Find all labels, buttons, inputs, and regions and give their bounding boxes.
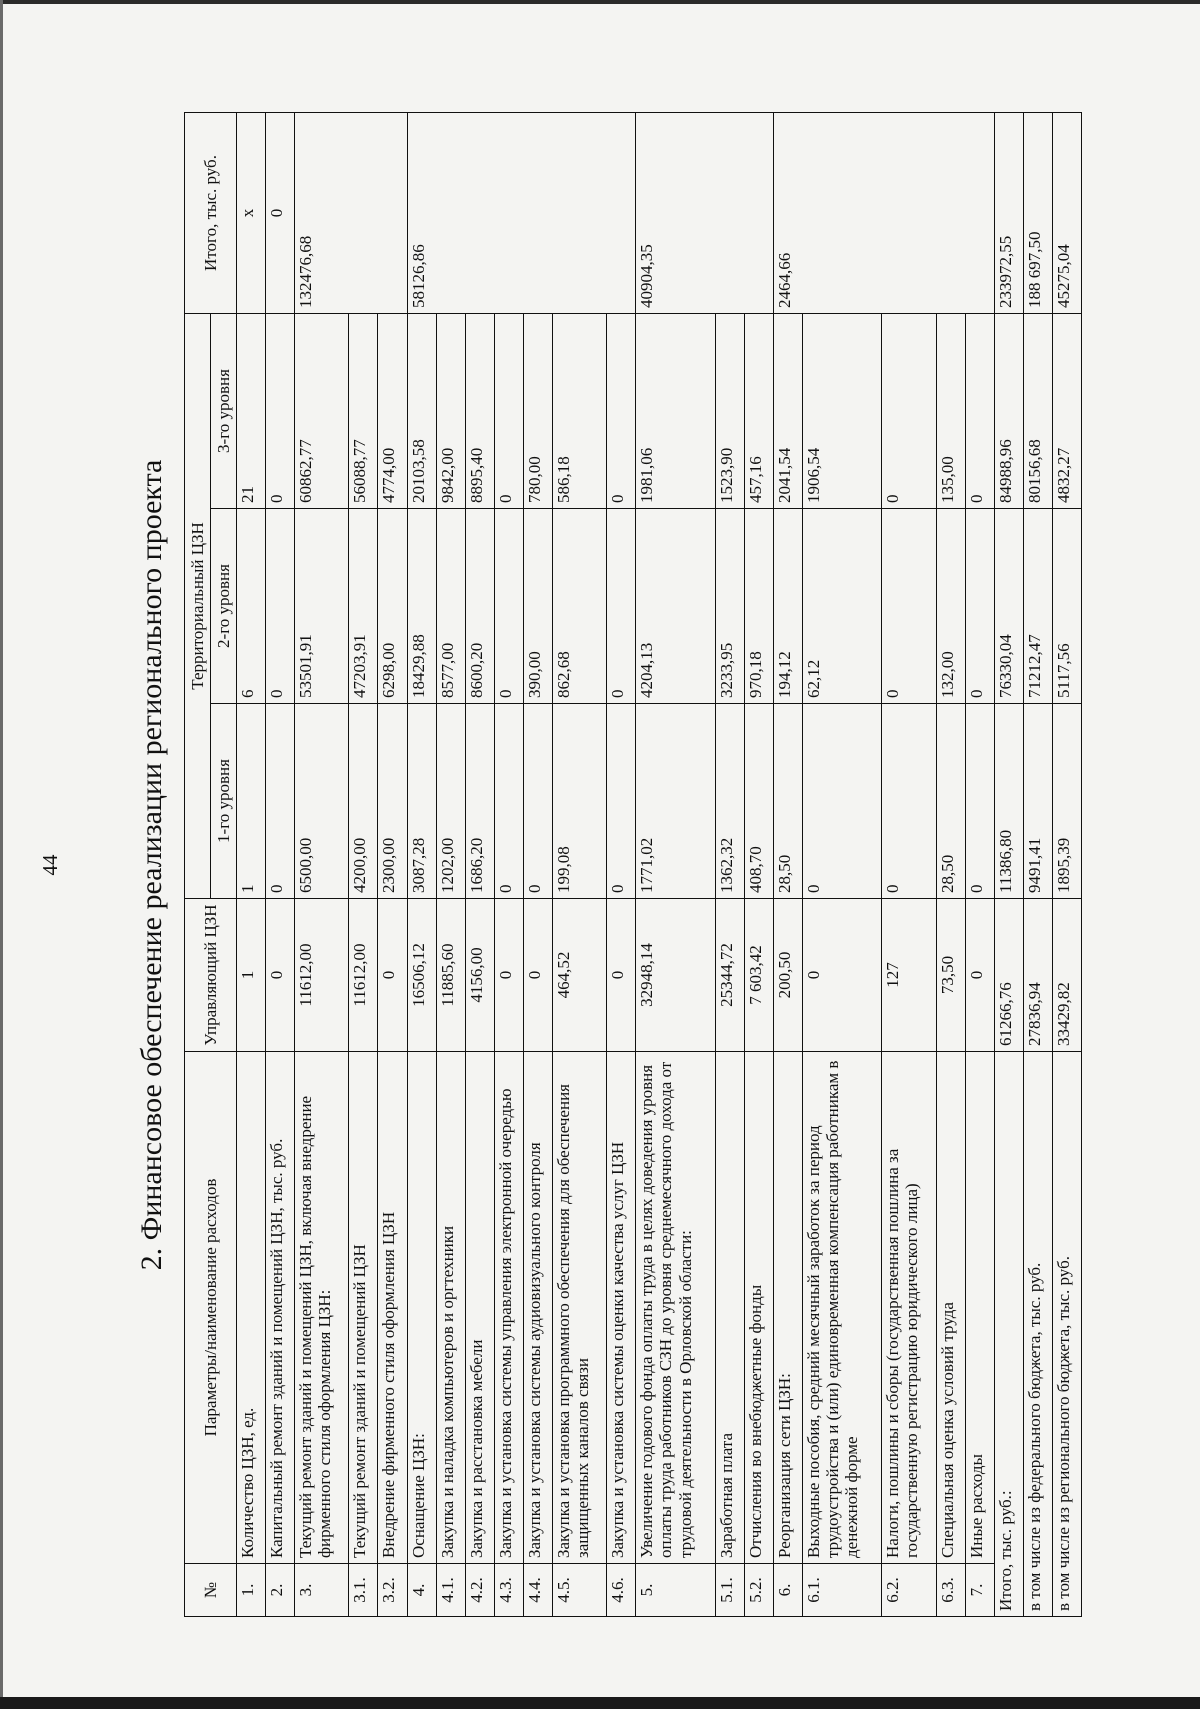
row-level1: 2300,00: [378, 704, 407, 899]
row-level3: 1981,06: [636, 313, 715, 508]
row-level3: 0: [965, 313, 994, 508]
row-level3: 4774,00: [378, 313, 407, 508]
table-row: [607, 112, 636, 1616]
row-managing: 32948,14: [636, 899, 715, 1052]
row-managing: 0: [266, 899, 295, 1052]
row-name: Выходные пособия, средний месячный заработок за период трудоустройства и (или) единовременная компенсация работникам в денежной форме: [802, 1052, 881, 1564]
row-level3: 20103,58: [407, 313, 436, 508]
row-level1: 6500,00: [295, 704, 349, 899]
table-row: [237, 112, 266, 1616]
row-level1: 28,50: [936, 704, 965, 899]
row-number: 6.1.: [802, 1564, 881, 1617]
row-level3: 9842,00: [436, 313, 465, 508]
table-row: [378, 112, 407, 1616]
totals-label: в том числе из федерального бюджета, тыс. руб.: [1023, 1052, 1052, 1617]
page-number: 44: [38, 854, 62, 876]
row-name: Капитальный ремонт зданий и помещений ЦЗН, тыс. руб.: [266, 1052, 295, 1564]
rotated-page: [30, 65, 1110, 1665]
totals-level1: 9491,41: [1023, 704, 1052, 899]
row-level3: 0: [882, 313, 936, 508]
row-level3: 457,16: [744, 313, 773, 508]
row-level2: 53501,91: [295, 509, 349, 704]
row-name: Увеличение годового фонда оплаты труда в целях доведения уровня оплаты труда работников СЗН до уровня среднемесячного дохода от трудовой деятельности в Орловской области:: [636, 1052, 715, 1564]
row-level2: 6: [237, 509, 266, 704]
row-managing: 7 603,42: [744, 899, 773, 1052]
row-number: 3.1.: [349, 1564, 378, 1617]
table-row: [715, 112, 744, 1616]
row-total: 0: [266, 112, 295, 313]
header-name: Параметры/наименование расходов: [185, 1052, 237, 1564]
row-managing: 1: [237, 899, 266, 1052]
row-number: 4.: [407, 1564, 436, 1617]
header-num: №: [185, 1564, 237, 1617]
row-level2: 47203,91: [349, 509, 378, 704]
row-level1: 0: [882, 704, 936, 899]
financing-table: [184, 112, 1082, 1617]
header-total: Итого, тыс. руб.: [185, 112, 237, 313]
table-body: [237, 112, 1082, 1616]
table-row: [744, 112, 773, 1616]
row-level3: 56088,77: [349, 313, 378, 508]
row-managing: 11612,00: [295, 899, 349, 1052]
row-total: 132476,68: [295, 112, 407, 313]
row-total: 40904,35: [636, 112, 774, 313]
row-level3: 8895,40: [465, 313, 494, 508]
header-managing: Управляющий ЦЗН: [185, 899, 237, 1052]
row-number: 7.: [965, 1564, 994, 1617]
row-level1: 0: [802, 704, 881, 899]
row-name: Закупка и установка программного обеспечения для обеспечения защищенных каналов связи: [552, 1052, 606, 1564]
row-level1: 199,08: [552, 704, 606, 899]
row-managing: 16506,12: [407, 899, 436, 1052]
row-name: Внедрение фирменного стиля оформления ЦЗН: [378, 1052, 407, 1564]
row-managing: 200,50: [773, 899, 802, 1052]
row-level2: 132,00: [936, 509, 965, 704]
totals-managing: 61266,76: [994, 899, 1023, 1052]
table-row: [936, 112, 965, 1616]
table-row: [436, 112, 465, 1616]
row-number: 6.3.: [936, 1564, 965, 1617]
header-level1: 1-го уровня: [211, 704, 237, 899]
header-row: [185, 112, 211, 1616]
table-row: [494, 112, 523, 1616]
row-level3: 135,00: [936, 313, 965, 508]
row-level2: 62,12: [802, 509, 881, 704]
row-name: Реорганизация сети ЦЗН:: [773, 1052, 802, 1564]
row-managing: 0: [523, 899, 552, 1052]
row-level1: 0: [494, 704, 523, 899]
row-managing: 11612,00: [349, 899, 378, 1052]
row-name: Закупка и установка системы оценки качества услуг ЦЗН: [607, 1052, 636, 1564]
row-level3: 0: [266, 313, 295, 508]
totals-label: Итого, тыс. руб.:: [994, 1052, 1023, 1617]
row-number: 4.6.: [607, 1564, 636, 1617]
row-number: 3.2.: [378, 1564, 407, 1617]
row-level3: 1523,90: [715, 313, 744, 508]
row-number: 6.: [773, 1564, 802, 1617]
totals-level2: 76330,04: [994, 509, 1023, 704]
row-managing: 25344,72: [715, 899, 744, 1052]
row-level3: 60862,77: [295, 313, 349, 508]
row-level2: 390,00: [523, 509, 552, 704]
row-level1: 3087,28: [407, 704, 436, 899]
table-row: [636, 112, 715, 1616]
row-total: x: [237, 112, 266, 313]
row-level1: 1771,02: [636, 704, 715, 899]
scan-top-edge: [0, 0, 1200, 4]
row-level1: 0: [965, 704, 994, 899]
scan-bottom-edge: [0, 1697, 1200, 1709]
row-level2: 6298,00: [378, 509, 407, 704]
row-number: 5.2.: [744, 1564, 773, 1617]
row-number: 3.: [295, 1564, 349, 1617]
row-level3: 21: [237, 313, 266, 508]
row-number: 2.: [266, 1564, 295, 1617]
row-level3: 780,00: [523, 313, 552, 508]
totals-total: 45275,04: [1052, 112, 1081, 313]
row-name: Количество ЦЗН, ед.: [237, 1052, 266, 1564]
totals-managing: 33429,82: [1052, 899, 1081, 1052]
row-number: 5.: [636, 1564, 715, 1617]
row-level1: 4200,00: [349, 704, 378, 899]
row-managing: 0: [378, 899, 407, 1052]
row-managing: 11885,60: [436, 899, 465, 1052]
row-level2: 194,12: [773, 509, 802, 704]
totals-level3: 4832,27: [1052, 313, 1081, 508]
page-title: 2. Финансовое обеспечение реализации регионального проекта: [135, 459, 168, 1271]
row-managing: 0: [607, 899, 636, 1052]
totals-row: [1052, 112, 1081, 1616]
totals-level3: 80156,68: [1023, 313, 1052, 508]
row-level1: 0: [607, 704, 636, 899]
table-row: [266, 112, 295, 1616]
table-row: [965, 112, 994, 1616]
row-name: Текущий ремонт зданий и помещений ЦЗН: [349, 1052, 378, 1564]
row-level1: 28,50: [773, 704, 802, 899]
row-number: 4.2.: [465, 1564, 494, 1617]
row-level3: 2041,54: [773, 313, 802, 508]
row-number: 4.4.: [523, 1564, 552, 1617]
row-name: Налоги, пошлины и сборы (государственная пошлина за государственную регистрацию юридического лица): [882, 1052, 936, 1564]
totals-level2: 71212,47: [1023, 509, 1052, 704]
row-managing: 464,52: [552, 899, 606, 1052]
row-level2: 0: [266, 509, 295, 704]
row-managing: 127: [882, 899, 936, 1052]
row-number: 1.: [237, 1564, 266, 1617]
row-level2: 862,68: [552, 509, 606, 704]
row-name: Оснащение ЦЗН:: [407, 1052, 436, 1564]
row-number: 5.1.: [715, 1564, 744, 1617]
row-managing: 0: [802, 899, 881, 1052]
row-name: Закупка и расстановка мебели: [465, 1052, 494, 1564]
table-row: [773, 112, 802, 1616]
row-level2: 0: [965, 509, 994, 704]
row-name: Закупка и наладка компьютеров и оргтехники: [436, 1052, 465, 1564]
table-row: [552, 112, 606, 1616]
row-total: 2464,66: [773, 112, 994, 313]
row-number: 4.3.: [494, 1564, 523, 1617]
row-level2: 18429,88: [407, 509, 436, 704]
totals-row: [994, 112, 1023, 1616]
row-level2: 3233,95: [715, 509, 744, 704]
row-name: Закупка и установка системы управления электронной очередью: [494, 1052, 523, 1564]
row-level3: 0: [494, 313, 523, 508]
row-name: Иные расходы: [965, 1052, 994, 1564]
row-level2: 4204,13: [636, 509, 715, 704]
row-level3: 1906,54: [802, 313, 881, 508]
row-number: 6.2.: [882, 1564, 936, 1617]
row-managing: 4156,00: [465, 899, 494, 1052]
row-name: Заработная плата: [715, 1052, 744, 1564]
scan-left-edge: [0, 0, 3, 1709]
totals-total: 188 697,50: [1023, 112, 1052, 313]
row-level1: 408,70: [744, 704, 773, 899]
totals-label: в том числе из регионального бюджета, тыс. руб.: [1052, 1052, 1081, 1617]
row-managing: 0: [494, 899, 523, 1052]
row-level1: 0: [266, 704, 295, 899]
row-name: Специальная оценка условий труда: [936, 1052, 965, 1564]
row-name: Текущий ремонт зданий и помещений ЦЗН, включая внедрение фирменного стиля оформления ЦЗН:: [295, 1052, 349, 1564]
totals-managing: 27836,94: [1023, 899, 1052, 1052]
header-level3: 3-го уровня: [211, 313, 237, 508]
row-total: 58126,86: [407, 112, 636, 313]
row-level2: 0: [494, 509, 523, 704]
row-level1: 1: [237, 704, 266, 899]
row-name: Закупка и установка системы аудиовизуального контроля: [523, 1052, 552, 1564]
row-level2: 8577,00: [436, 509, 465, 704]
row-name: Отчисления во внебюджетные фонды: [744, 1052, 773, 1564]
totals-level2: 5117,56: [1052, 509, 1081, 704]
row-level1: 1686,20: [465, 704, 494, 899]
row-level2: 0: [882, 509, 936, 704]
table-row: [295, 112, 349, 1616]
row-level1: 1202,00: [436, 704, 465, 899]
row-level3: 0: [607, 313, 636, 508]
totals-total: 233972,55: [994, 112, 1023, 313]
totals-row: [1023, 112, 1052, 1616]
table-row: [523, 112, 552, 1616]
totals-level1: 1895,39: [1052, 704, 1081, 899]
row-level2: 970,18: [744, 509, 773, 704]
row-level3: 586,18: [552, 313, 606, 508]
row-level2: 0: [607, 509, 636, 704]
table-row: [802, 112, 881, 1616]
table-row: [465, 112, 494, 1616]
row-number: 4.5.: [552, 1564, 606, 1617]
header-territorial: Территориальный ЦЗН: [185, 313, 211, 898]
row-managing: 73,50: [936, 899, 965, 1052]
row-number: 4.1.: [436, 1564, 465, 1617]
header-level2: 2-го уровня: [211, 509, 237, 704]
table-row: [407, 112, 436, 1616]
table-row: [349, 112, 378, 1616]
totals-level1: 11386,80: [994, 704, 1023, 899]
row-level1: 0: [523, 704, 552, 899]
row-level2: 8600,20: [465, 509, 494, 704]
row-managing: 0: [965, 899, 994, 1052]
row-level1: 1362,32: [715, 704, 744, 899]
totals-level3: 84988,96: [994, 313, 1023, 508]
table-row: [882, 112, 936, 1616]
